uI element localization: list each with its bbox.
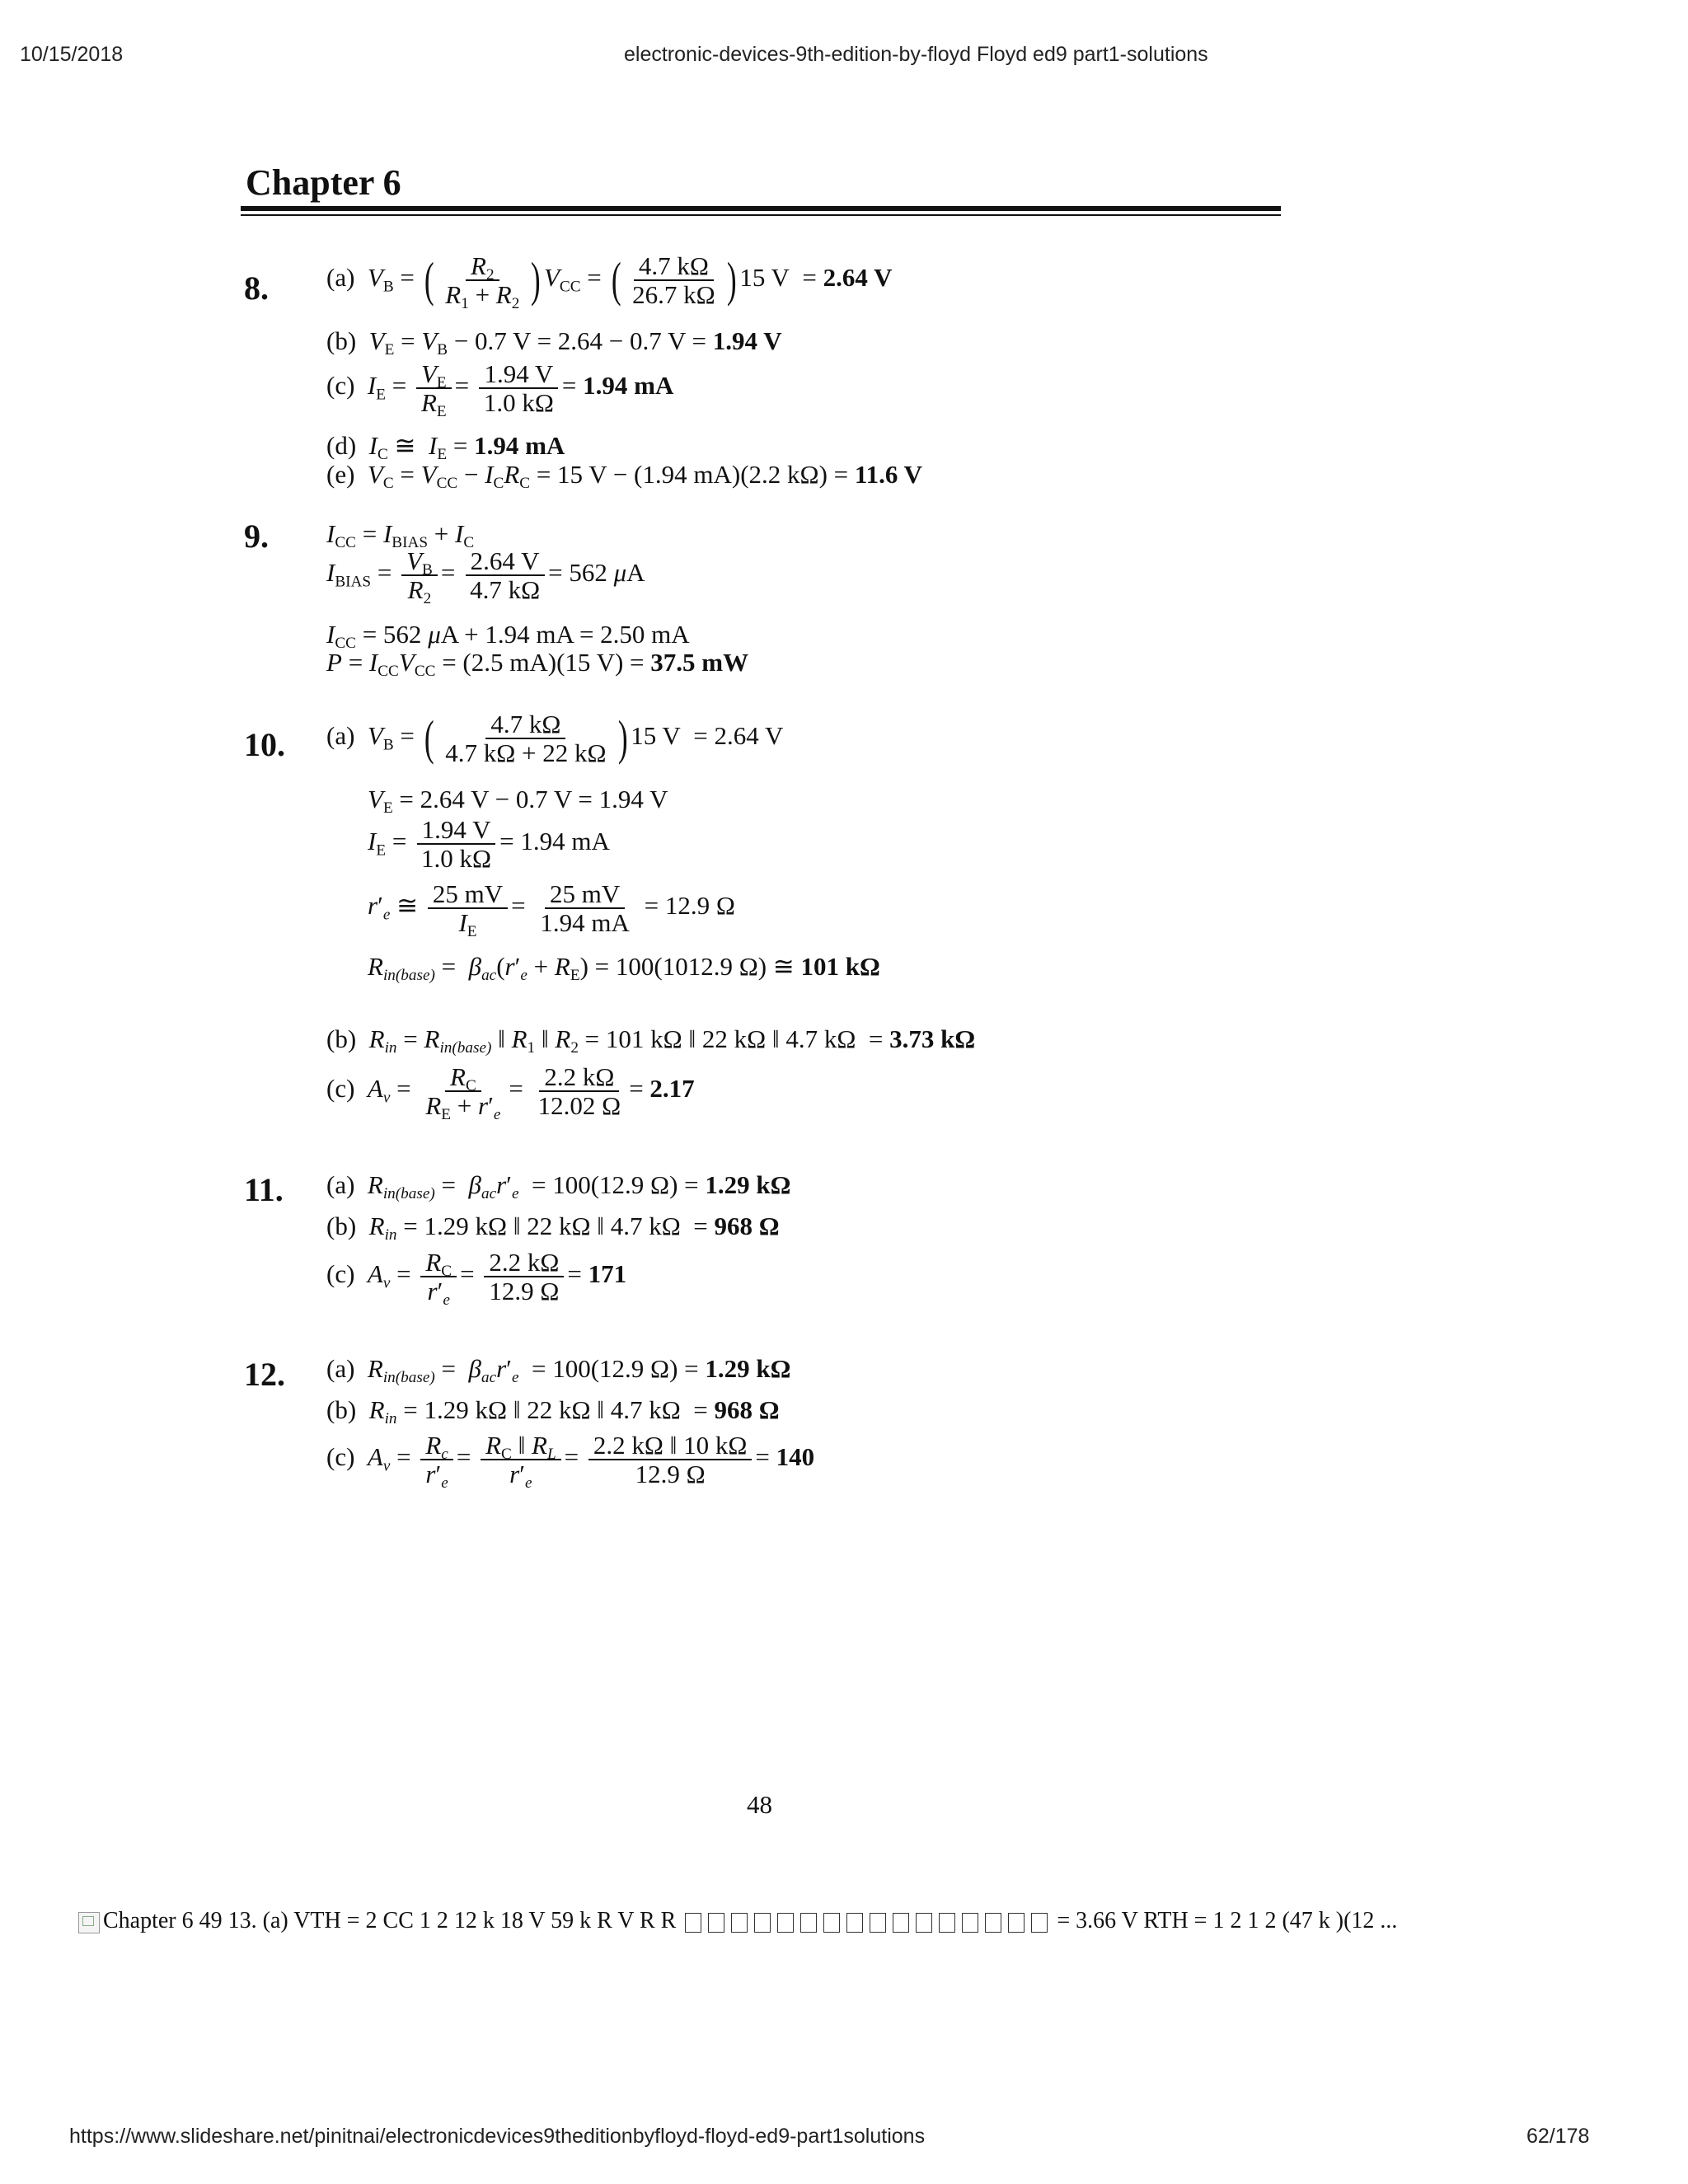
equation-line: $I_{CC} = 562$ μA + 1.94 mA = 2.50 mA [326,620,690,653]
equation-line: (a) $V_B$ = ( $\frac{R_2}{R_1 + R_2}$ ) $V_{CC}$ = ( $\frac{4.7 k\Omega}{26.7 k\Omega}$ ) 15 V = 2.64 V [326,251,893,313]
equation-line: $R_{in(base)} = \beta_{ac}(r'_e + R_E) = 100(1012.9$ Ω) ≅ 101 kΩ [368,952,880,985]
equation-line: (a) $R_{in(base)} = \beta_{ac}r'_e = 100(12.9$ Ω) = 1.29 kΩ [326,1170,791,1203]
equation-line: $I_{BIAS}$ = $\frac{V_B}{R_2}$ = $\frac{2.64 V}{4.7 k\Omega}$ = 562 μA [326,546,645,608]
print-page-count: 62/178 [1526,2125,1590,2148]
equation-line: $I_{CC} = I_{BIAS} + I_C$ [326,519,475,552]
equation-line: (b) $R_{in} = 1.29$ kΩ ‖ 22 kΩ ‖ 4.7 kΩ = 968 Ω [326,1395,780,1428]
problem-number: 9. [244,518,269,555]
truncated-tail: = 3.66 V RTH = 1 2 1 2 (47 k )(12 ... [1057,1908,1398,1933]
problem-number: 8. [244,269,269,307]
chapter-rule-thin [241,214,1281,216]
equation-line: (c) $I_E$ = $\frac{V_E}{R_E}$ = $\frac{1.94 V}{1.0 k\Omega}$ = 1.94 mA [326,359,674,421]
equation-line: (e) $V_C = V_{CC} - I_CR_C = 15$ V − (1.94 mA)(2.2 kΩ) = 11.6 V [326,460,922,493]
equation-line: (a) $R_{in(base)} = \beta_{ac}r'_e = 100(12.9$ Ω) = 1.29 kΩ [326,1354,791,1387]
print-date: 10/15/2018 [20,43,124,66]
page-number: 48 [747,1790,772,1819]
problem-number: 10. [244,726,285,763]
problem-number: 12. [244,1356,285,1393]
broken-image-icon [78,1912,100,1933]
truncated-next-page [78,1908,1397,1934]
equation-line: (b) $V_E = V_B - 0.7$ V = 2.64 − 0.7 V = 1.94 V [326,326,782,359]
print-url: https://www.slideshare.net/pinitnai/electronicdevices9theditionbyfloyd-floyd-ed9-part1solutions [69,2125,926,2148]
chapter-title: Chapter 6 [246,162,401,203]
equation-line: (b) $R_{in} = 1.29$ kΩ ‖ 22 kΩ ‖ 4.7 kΩ = 968 Ω [326,1212,780,1244]
equation-line: (b) $R_{in} = R_{in(base)}$ ‖ $R_1$ ‖ $R_2 = 101$ kΩ ‖ 22 kΩ ‖ 4.7 kΩ = 3.73 kΩ [326,1024,976,1057]
equation-line: $r'_e$ ≅ $\frac{25 mV}{I_E}$ = $\frac{25 mV}{1.94 mA}$ = 12.9 Ω [368,879,735,941]
equation-line: (c) $A_v$ = $\frac{R_c}{r'_e}$ = $\frac{R_C ‖ R_L}{r'_e}$ = $\frac{2.2 k\Omega ‖ 10 k\Omega}{12.9 \Omega}$ = 140 [326,1431,815,1493]
problem-number: 11. [244,1171,284,1208]
equation-line: $V_E = 2.64$ V − 0.7 V = 1.94 V [368,785,668,818]
print-title: electronic-devices-9th-edition-by-floyd Floyd ed9 part1-solutions [624,43,1208,66]
equation-line: (c) $A_v$ = $\frac{R_C}{R_E + r'_e}$ = $\frac{2.2 k\Omega}{12.02 \Omega}$ = 2.17 [326,1062,695,1124]
equation-line: $I_E$ = $\frac{1.94 V}{1.0 k\Omega}$ = 1.94 mA [368,815,610,873]
equation-line: (c) $A_v$ = $\frac{R_C}{r'_e}$ = $\frac{2.2 k\Omega}{12.9 \Omega}$ = 171 [326,1248,627,1310]
equation-line: $P = I_{CC}V_{CC} = (2.5$ mA)(15 V) = 37.5 mW [326,648,749,681]
chapter-rule-thick [241,206,1281,211]
equation-line: (d) $I_C$ ≅ $I_E = 1.94$ mA [326,431,565,464]
truncated-text: Chapter 6 49 13. (a) VTH = 2 CC 1 2 12 k 18 V 59 k R V R R [103,1908,677,1933]
equation-line: (a) $V_B$ = ( $\frac{4.7 k\Omega}{4.7 k\Omega + 22 k\Omega}$ ) 15 V = 2.64 V [326,710,784,767]
